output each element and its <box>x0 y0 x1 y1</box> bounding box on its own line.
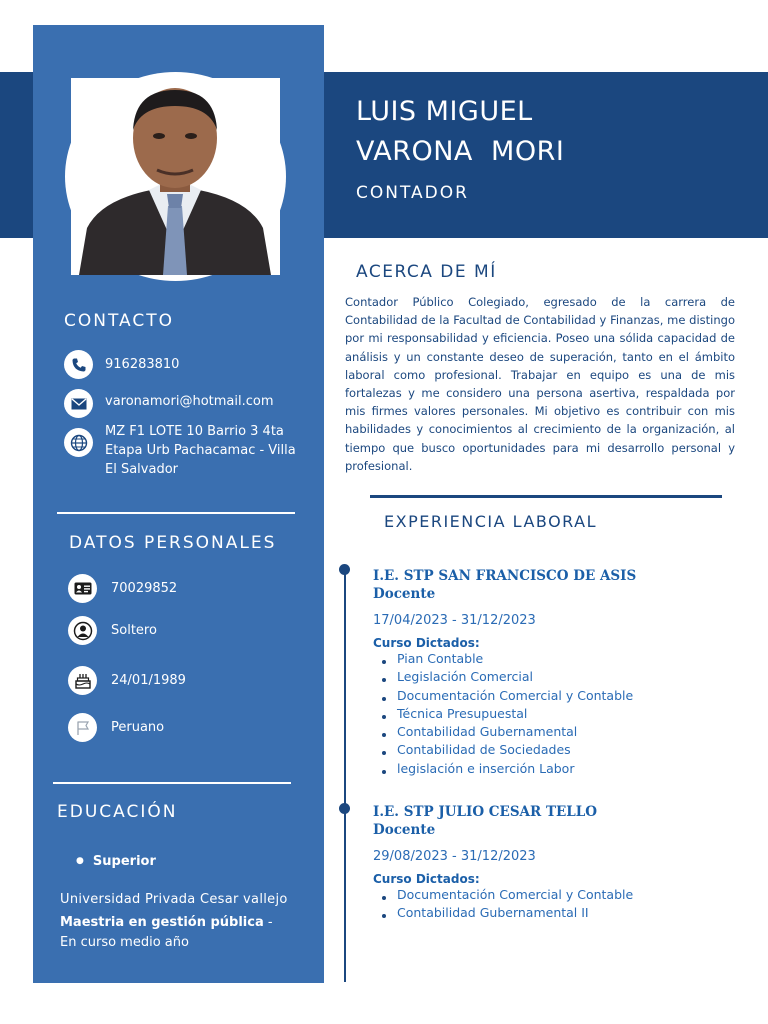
job-role: Docente <box>373 586 436 602</box>
personal-marital <box>68 616 157 645</box>
job-company: I.E. STP JULIO CESAR TELLO <box>373 804 598 820</box>
globe-icon <box>64 428 93 457</box>
personal-nationality <box>68 713 164 742</box>
envelope-icon <box>64 389 93 418</box>
about-heading: ACERCA DE MÍ <box>356 262 497 282</box>
job-dates: 29/08/2023 - 31/12/2023 <box>373 849 536 864</box>
contact-email <box>64 389 274 418</box>
name-line-2: VARONA MORI <box>356 136 565 167</box>
list-item: Contabilidad de Sociedades <box>373 741 636 759</box>
divider <box>53 782 291 784</box>
contact-heading: CONTACTO <box>64 311 174 331</box>
job-role: Docente <box>373 822 436 838</box>
timeline-dot <box>339 803 350 814</box>
institution: Universidad Privada Cesar vallejo <box>60 892 288 907</box>
full-name <box>356 92 564 172</box>
section-rule <box>370 495 722 498</box>
profile-photo <box>71 78 280 275</box>
personal-heading: DATOS PERSONALES <box>69 533 277 553</box>
timeline-dot <box>339 564 350 575</box>
list-item: Pian Contable <box>373 650 636 668</box>
email-address[interactable]: varonamori@hotmail.com <box>105 394 274 409</box>
list-item: legislación e inserción Labor <box>373 760 636 778</box>
list-item: Técnica Presupuestal <box>373 705 636 723</box>
job-dates: 17/04/2023 - 31/12/2023 <box>373 613 536 628</box>
flag-icon <box>68 713 97 742</box>
education-level: ● Superior <box>76 854 156 869</box>
list-item: Legislación Comercial <box>373 668 636 686</box>
birth-date: 24/01/1989 <box>111 673 186 688</box>
nationality: Peruano <box>111 720 165 735</box>
address: MZ F1 LOTE 10 Barrio 3 4ta Etapa Urb Pachacamac - Villa El Salvador <box>105 424 296 477</box>
about-text: Contador Público Colegiado, egresado de la carrera de Contabilidad de la Facultad de Contabilidad y Finanzas, me distingo por mi responsabilidad y eficiencia. Poseo una sólida capacidad de análisis y un constante deseo de superación, tanto en el ámbito laboral como profesional. Trabajar en equipo es una de mis fortalezas y me considero una persona asertiva, respaldada por mis firmes valores personales. Mi objetivo es contribuir con mis habilidades y conocimientos al crecimiento de la organización, al tiempo que busco oportunidades para mi desarrollo personal y profesional. <box>345 295 735 473</box>
phone-number[interactable]: 916283810 <box>105 357 180 372</box>
courses-label: Curso Dictados: <box>373 872 480 886</box>
list-item: Contabilidad Gubernamental <box>373 723 636 741</box>
name-line-1: LUIS MIGUEL <box>356 96 533 127</box>
degree-status: En curso medio año <box>60 935 189 950</box>
list-item: Documentación Comercial y Contable <box>373 687 636 705</box>
job-entry <box>373 803 633 923</box>
marital-status: Soltero <box>111 623 157 638</box>
person-icon <box>68 616 97 645</box>
job-company: I.E. STP SAN FRANCISCO DE ASIS <box>373 568 637 584</box>
cake-icon <box>68 666 97 695</box>
divider <box>57 512 295 514</box>
timeline-line <box>344 570 346 982</box>
dni-number: 70029852 <box>111 581 178 596</box>
job-entry <box>373 567 636 778</box>
contact-address <box>64 424 309 479</box>
degree: Maestria en gestión pública - <box>60 915 273 930</box>
list-item: Contabilidad Gubernamental II <box>373 904 633 922</box>
personal-birthdate <box>68 666 186 695</box>
personal-id <box>68 574 177 603</box>
contact-phone <box>64 350 179 379</box>
courses-list <box>373 650 636 778</box>
list-item: Documentación Comercial y Contable <box>373 886 633 904</box>
courses-list <box>373 886 633 923</box>
id-card-icon <box>68 574 97 603</box>
phone-icon <box>64 350 93 379</box>
education-heading: EDUCACIÓN <box>57 802 178 822</box>
experience-heading: EXPERIENCIA LABORAL <box>384 512 598 531</box>
job-title: CONTADOR <box>356 183 469 203</box>
courses-label: Curso Dictados: <box>373 636 480 650</box>
